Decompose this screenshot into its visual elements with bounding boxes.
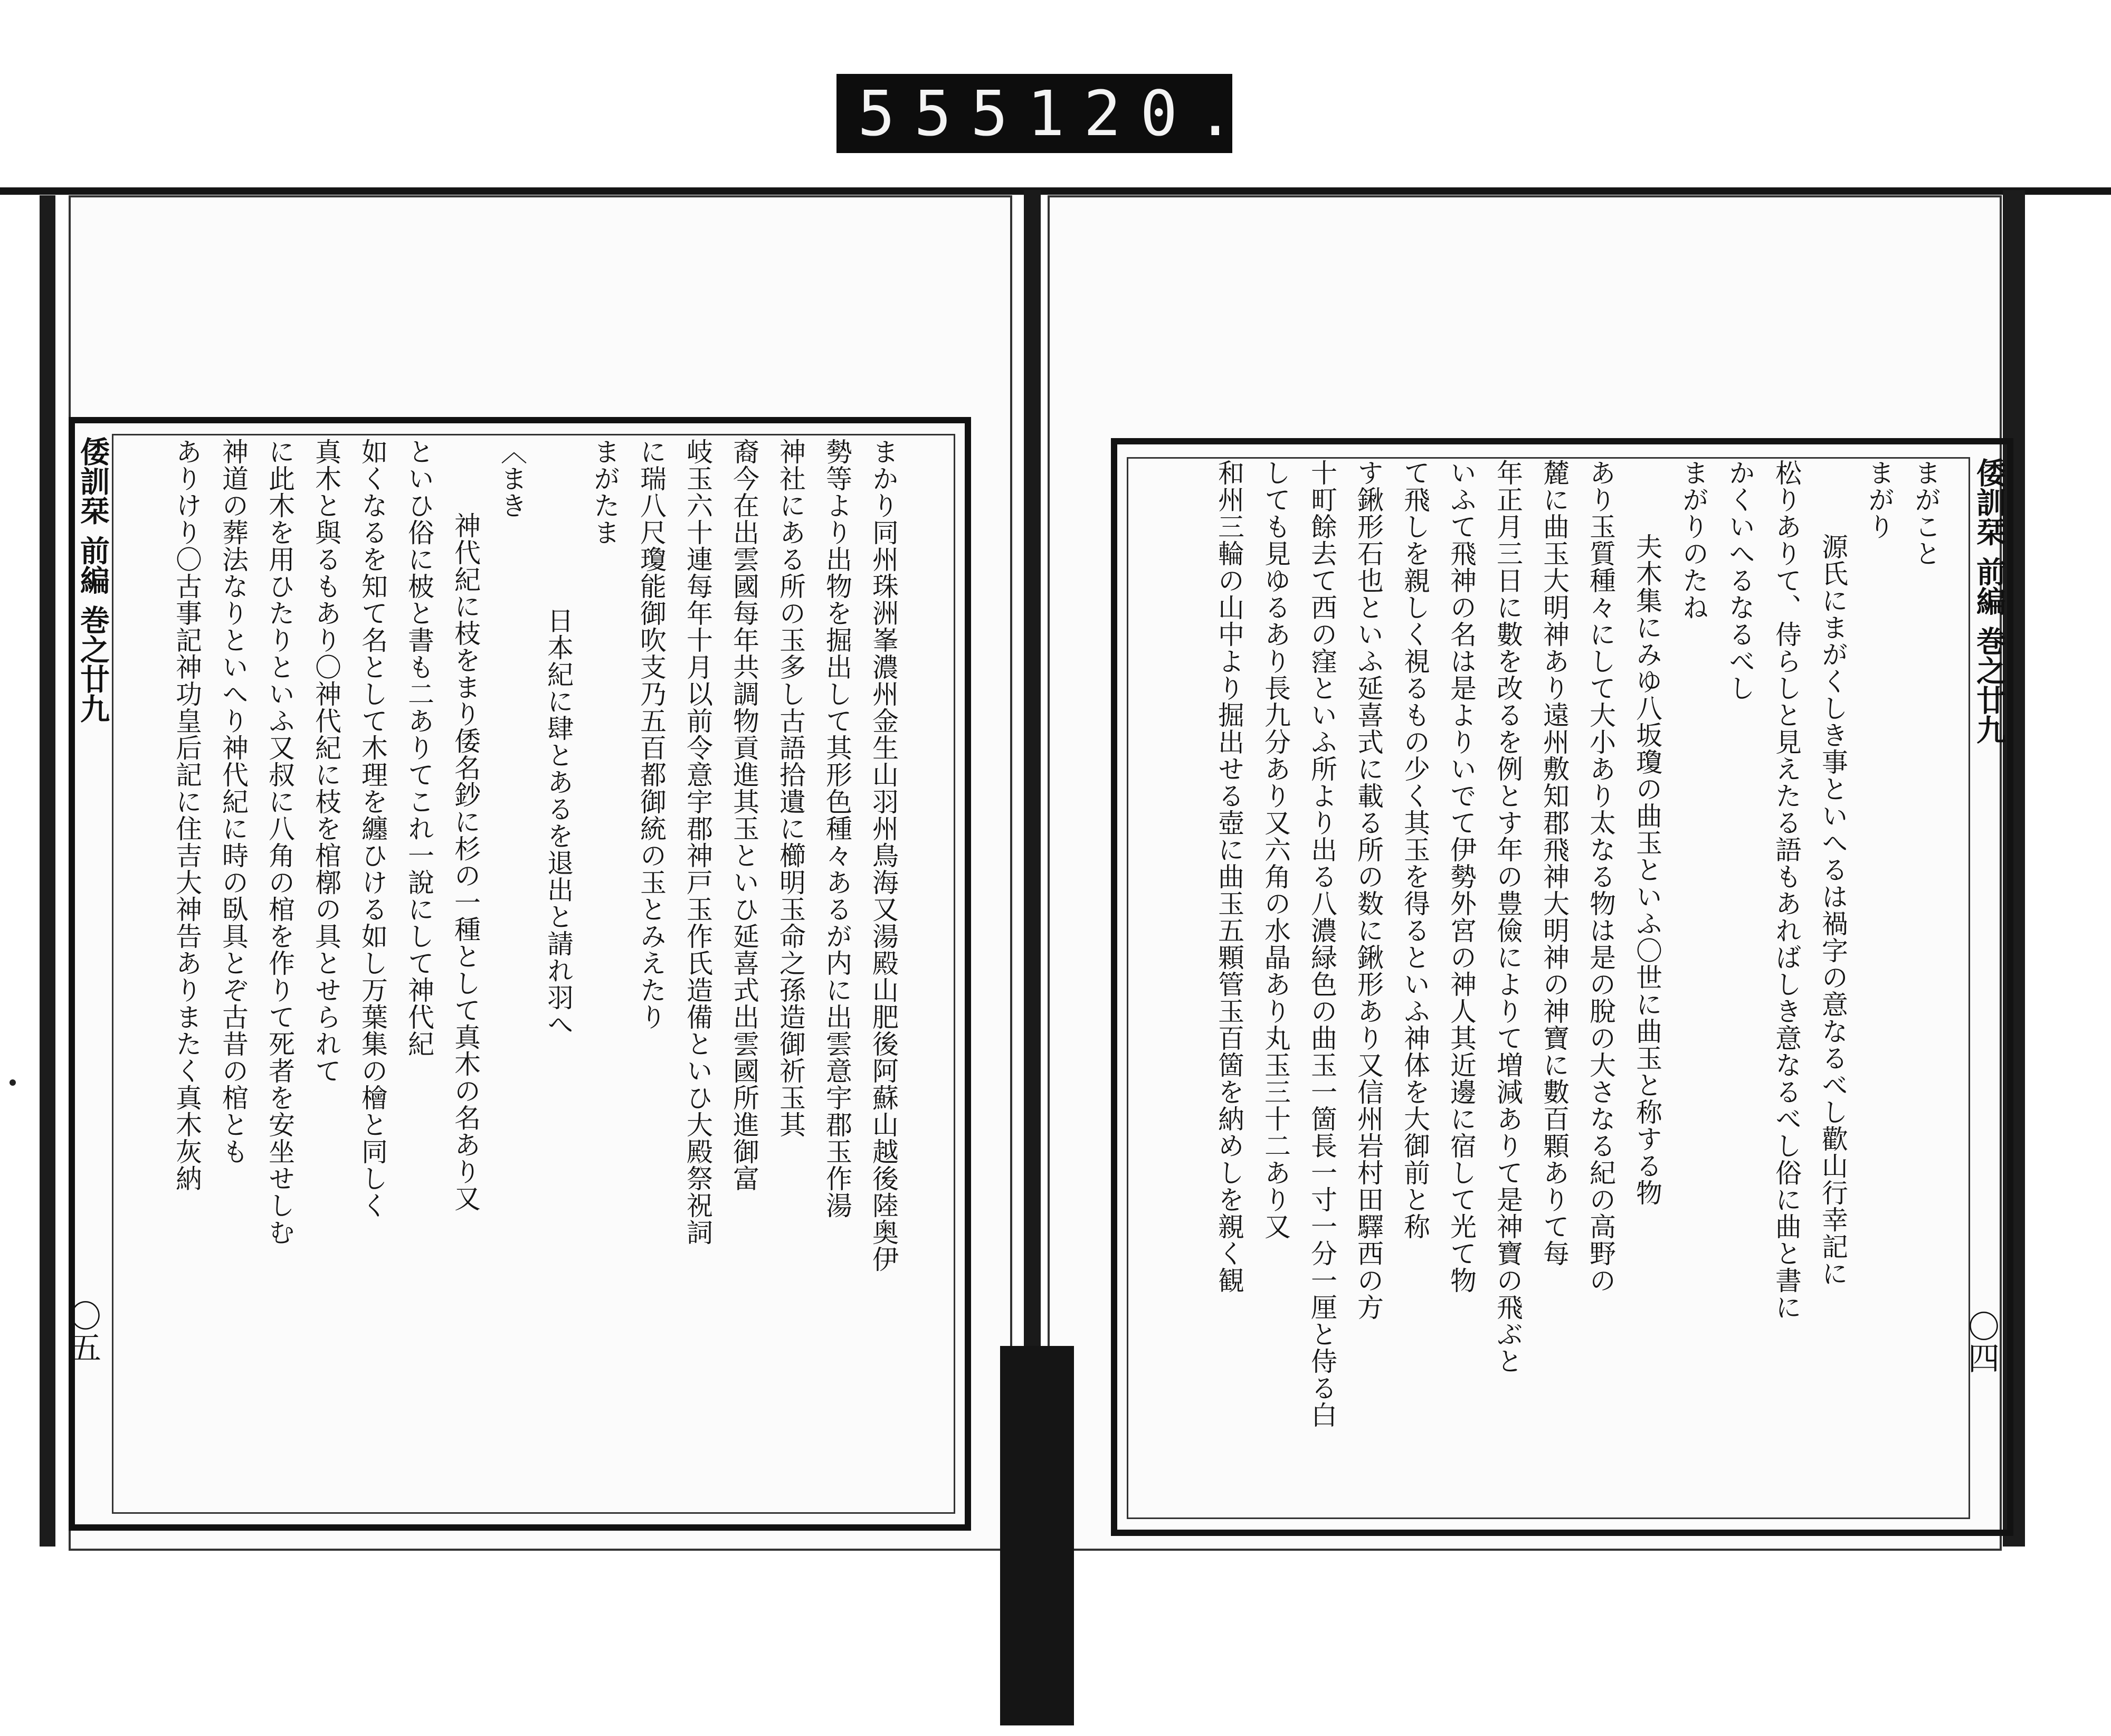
text-line: 神社にある所の玉多し古語拾遺に櫛明玉命之孫造御祈玉其: [775, 438, 806, 1138]
text-line: に此木を用ひたりといふ又叔に八角の棺を作りて死者を安坐せしむ: [264, 438, 295, 1246]
entry-heading: まがり: [1864, 459, 1895, 540]
catalog-number-right: 120.: [1027, 77, 1253, 150]
text-line: 真木と與るもあり〇神代紀に枝を棺槨の具とせられて: [311, 438, 341, 1084]
entry-heading: まがりのたね: [1678, 459, 1709, 621]
text-line: しても見ゆるあり長九分あり又六角の水晶あり丸玉三十二あり又: [1260, 459, 1291, 1240]
text-line: ありけり〇古事記神功皇后記に住吉大神告ありまたく真木灰納: [172, 438, 202, 1192]
text-line: 裔今在出雲國每年共調物貢進其玉といひ延喜式出雲國所進御富: [729, 438, 759, 1192]
left-page-frame: [64, 417, 971, 1531]
text-line: まかり同州珠洲峯濃州金生山羽州鳥海又湯殿山肥後阿蘇山越後陸奥伊: [868, 438, 899, 1273]
text-line: 如くなるを知て名として木理を纏ひける如し万葉集の檜と同しく: [357, 438, 388, 1219]
entry-heading: 〈まき: [497, 438, 527, 519]
entry-heading: まがこと: [1910, 459, 1941, 567]
right-page-folio: 〇四: [1963, 1310, 2000, 1373]
text-line: 夫木集にみゆ八坂瓊の曲玉といふ〇世に曲玉と称する物: [1632, 533, 1662, 1206]
left-book-edge: [40, 195, 55, 1547]
text-line: 和州三輪の山中より掘出せる壺に曲玉五顆管玉百箇を納めしを親く観: [1214, 459, 1244, 1294]
text-line: あり玉質種々にして大小あり太なる物は是の脫の大さなる紀の高野の: [1585, 459, 1616, 1294]
entry-heading: まがたま: [589, 438, 620, 546]
text-line: いふて飛神の名は是よりいでて伊勢外宮の神人其近邊に宿して光て物: [1446, 459, 1477, 1294]
right-page-frame: [1111, 438, 2013, 1536]
text-line: 十町餘去て西の窪といふ所より出る八濃緑色の曲玉一箇長一寸一分一厘と侍る白: [1307, 459, 1337, 1428]
text-line: かくいへるなるべし: [1725, 459, 1755, 701]
spine-gutter-shadow: [1000, 1346, 1074, 1725]
text-line: 日本紀に肆とあるを退出と請れ羽へ: [543, 607, 574, 1038]
text-line: 源氏にまがくしき事といへるは禍字の意なるべし歡山行幸記に: [1818, 533, 1848, 1287]
left-page-text: [85, 438, 907, 1510]
right-page-running-title: 倭訓栞 前編 巻之廿九: [1972, 458, 2007, 744]
text-line: す鍬形石也といふ延喜式に載る所の数に鍬形あり又信州岩村田驛西の方: [1353, 459, 1384, 1321]
catalog-number-tag: [836, 74, 1253, 153]
ink-speck: [9, 1079, 16, 1086]
text-line: といひ俗に柀と書も二ありてこれ一說にして神代紀: [404, 438, 434, 1057]
text-line: 麓に曲玉大明神あり遠州敷知郡飛神大明神の神寶に數百顆ありて每: [1539, 459, 1570, 1267]
text-line: に瑞八尺瓊能御吹支乃五百都御統の玉とみえたり: [636, 438, 667, 1030]
text-line: 勢等より出物を掘出して其形色種々あるが内に出雲意宇郡玉作湯: [822, 438, 852, 1219]
text-line: て飛しを親しく視るもの少く其玉を得るといふ神体を大御前と称: [1400, 459, 1430, 1240]
right-page-text: [1128, 459, 1949, 1515]
text-line: 松りありて、侍らしと見えたる語もあればしき意なるべし俗に曲と書に: [1771, 459, 1802, 1321]
left-page-folio: 〇五: [64, 1299, 101, 1363]
text-line: 岐玉六十連每年十月以前令意宇郡神戸玉作氏造備といひ大殿祭祝詞: [682, 438, 713, 1246]
left-page-running-title: 倭訓栞 前編 巻之廿九: [75, 437, 110, 723]
text-line: 神代紀に枝をまり倭名鈔に杉の一種として真木の名あり又: [450, 512, 481, 1212]
text-line: 年正月三日に數を改るを例とす年の豊儉によりて増減ありて是神寶の飛ぶと: [1492, 459, 1523, 1374]
catalog-number-left: 555: [858, 77, 1028, 150]
text-line: 神道の葬法なりといへり神代紀に時の臥具とぞ古昔の棺とも: [218, 438, 249, 1165]
